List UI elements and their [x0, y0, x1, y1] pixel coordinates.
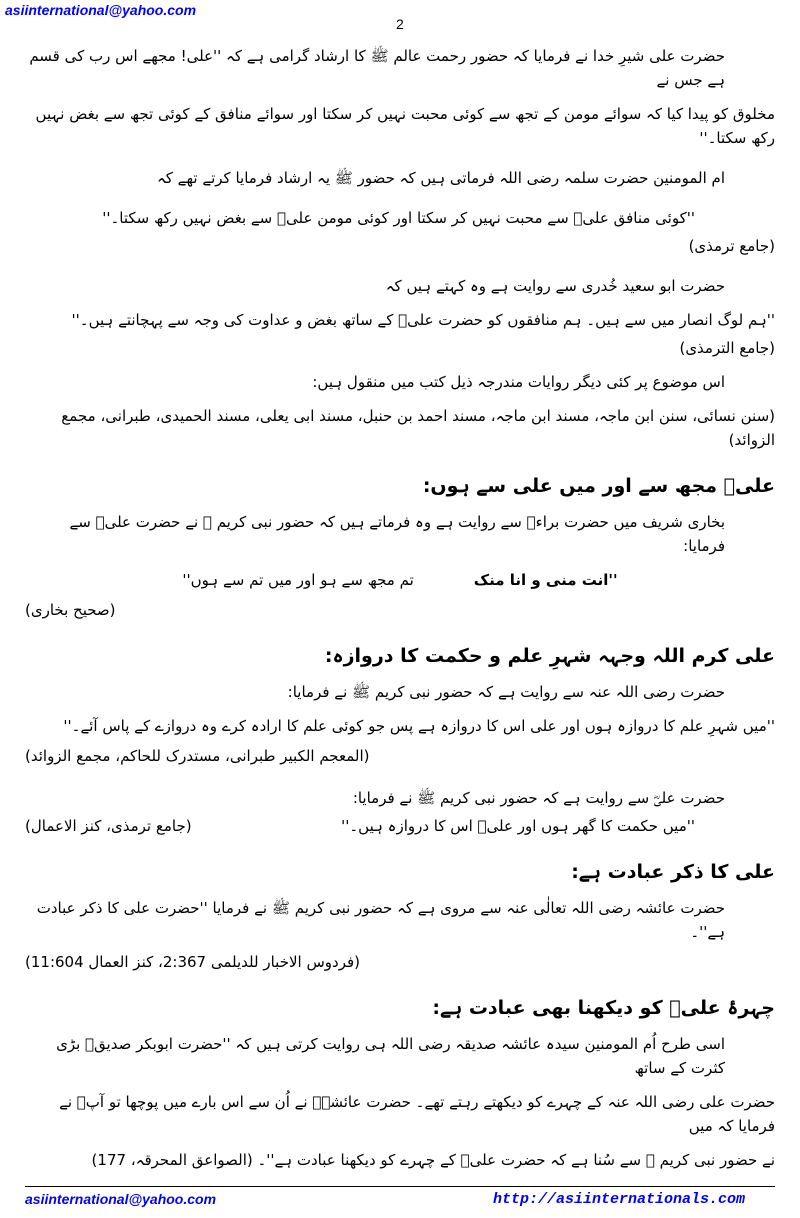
- footer-email-link[interactable]: asiinternational@yahoo.com: [25, 1191, 217, 1207]
- section-heading: چہرۂ علیؓ کو دیکھنا بھی عبادت ہے:: [432, 997, 775, 1019]
- paragraph-line: مخلوق کو پیدا کیا کہ سوائے مومن کے تجھ سے کوئی محبت نہیں کر سکتا اور سوائے منافق کے کوئی تجھ سے بغض نہیں رکھ سکتا۔'': [35, 105, 775, 147]
- paragraph-line: حضرت رضی اللہ عنہ سے روایت ہے کہ حضور نبی کریم ﷺ نے فرمایا:: [287, 683, 725, 701]
- quote-row: [25, 814, 775, 838]
- quote-line: ''ہم لوگ انصار میں سے ہیں۔ ہم منافقوں کو حضرت علیؓ کے ساتھ بغض و عداوت کی وجہ سے پہچانتے ہیں۔'': [71, 311, 775, 329]
- paragraph-line: حضرت علی رضی اللہ عنہ کے چہرے کو دیکھتے رہتے تھے۔ حضرت عائشہؓ نے اُن سے اس بارے میں پوچھا تو آپؓ نے فرمایا کہ میں: [59, 1093, 775, 1135]
- section-heading: علی کرم اللہ وجہہ شہرِ علم و حکمت کا دروازہ:: [324, 645, 775, 667]
- quote-translation: تم مجھ سے ہو اور میں تم سے ہوں'': [182, 571, 414, 589]
- page-footer: [25, 1186, 775, 1218]
- quote-line: ''میں شہرِ علم کا دروازہ ہوں اور علی اس کا دروازہ ہے پس جو کوئی علم کا ارادہ کرے وہ دروازے کے پاس آئے۔'': [63, 717, 775, 735]
- citation: (جامع الترمذی): [679, 339, 775, 357]
- quote-row: [25, 206, 775, 258]
- paragraph-line: نے حضور نبی کریم ﷺ سے سُنا ہے کہ حضرت علیؓ کے چہرے کو دیکھنا عبادت ہے''۔ (الصواعق المحرقہ، 177): [91, 1151, 775, 1169]
- paragraph-line: اس موضوع پر کئی دیگر روایات مندرجہ ذیل کتب میں منقول ہیں:: [312, 373, 725, 391]
- source-list: (سنن نسائی، سنن ابن ماجہ، مسند ابن ماجہ، مسند احمد بن حنبل، مسند ابی یعلی، مسند الحمیدی، طبرانی، مجمع الزوائد): [61, 407, 775, 449]
- header-email-link[interactable]: asiinternational@yahoo.com: [5, 2, 197, 18]
- paragraph-line: حضرت علی شیرِ خدا نے فرمایا کہ حضور رحمت عالم ﷺ کا ارشاد گرامی ہے کہ ''علی! مجھے اس رب کی قسم ہے جس نے: [29, 47, 725, 89]
- citation: (صحیح بخاری): [25, 601, 116, 619]
- citation: (فردوس الاخبار للدیلمی 2:367، کنز العمال 11:604): [25, 953, 360, 971]
- paragraph-line: ام المومنین حضرت سلمہ رضی اللہ فرماتی ہیں کہ حضور ﷺ یہ ارشاد فرمایا کرتے تھے کہ: [156, 169, 725, 187]
- paragraph-line: حضرت علیؓ سے روایت ہے کہ حضور نبی کریم ﷺ نے فرمایا:: [352, 789, 725, 807]
- quote-line: ''کوئی منافق علیؓ سے محبت نہیں کر سکتا اور کوئی مومن علیؓ سے بغض نہیں رکھ سکتا۔'': [102, 209, 695, 227]
- paragraph-line: حضرت ابو سعید خُدری سے روایت ہے وہ کہتے ہیں کہ: [385, 277, 725, 295]
- footer-website-link[interactable]: http://asiinternationals.com: [492, 1191, 745, 1208]
- page-number: 2: [396, 16, 404, 32]
- arabic-quote: ''انت منی و انا منک: [473, 571, 618, 589]
- citation: (جامع ترمذی): [688, 237, 775, 255]
- quote-line: ''میں حکمت کا گھر ہوں اور علیؓ اس کا دروازہ ہیں۔'': [341, 817, 695, 835]
- paragraph-line: حضرت عائشہ رضی اللہ تعالٰی عنہ سے مروی ہے کہ حضور نبی کریم ﷺ نے فرمایا ''حضرت علی کا ذکر عبادت ہے''۔: [36, 899, 725, 941]
- quote-row: [25, 308, 775, 360]
- quote-row: [25, 568, 775, 592]
- paragraph-line: بخاری شریف میں حضرت براءؓ سے روایت ہے وہ فرماتے ہیں کہ حضور نبی کریم ﷺ نے حضرت علیؓ سے فرمایا:: [69, 513, 725, 555]
- section-heading: علی کا ذکر عبادت ہے:: [571, 861, 775, 883]
- citation: (جامع ترمذی، کنز الاعمال): [25, 817, 192, 835]
- citation: (المعجم الکبیر طبرانی، مستدرک للحاکم، مجمع الزوائد): [25, 747, 370, 765]
- page-header: [0, 0, 800, 34]
- section-heading: علیؓ مجھ سے اور میں علی سے ہوں:: [422, 475, 775, 497]
- page-content: [0, 44, 800, 1172]
- paragraph-line: اسی طرح اُم المومنین سیدہ عائشہ صدیقہ رضی اللہ ہی روایت کرتی ہیں کہ ''حضرت ابوبکر صدیقؓ بڑی کثرت کے ساتھ: [56, 1035, 725, 1077]
